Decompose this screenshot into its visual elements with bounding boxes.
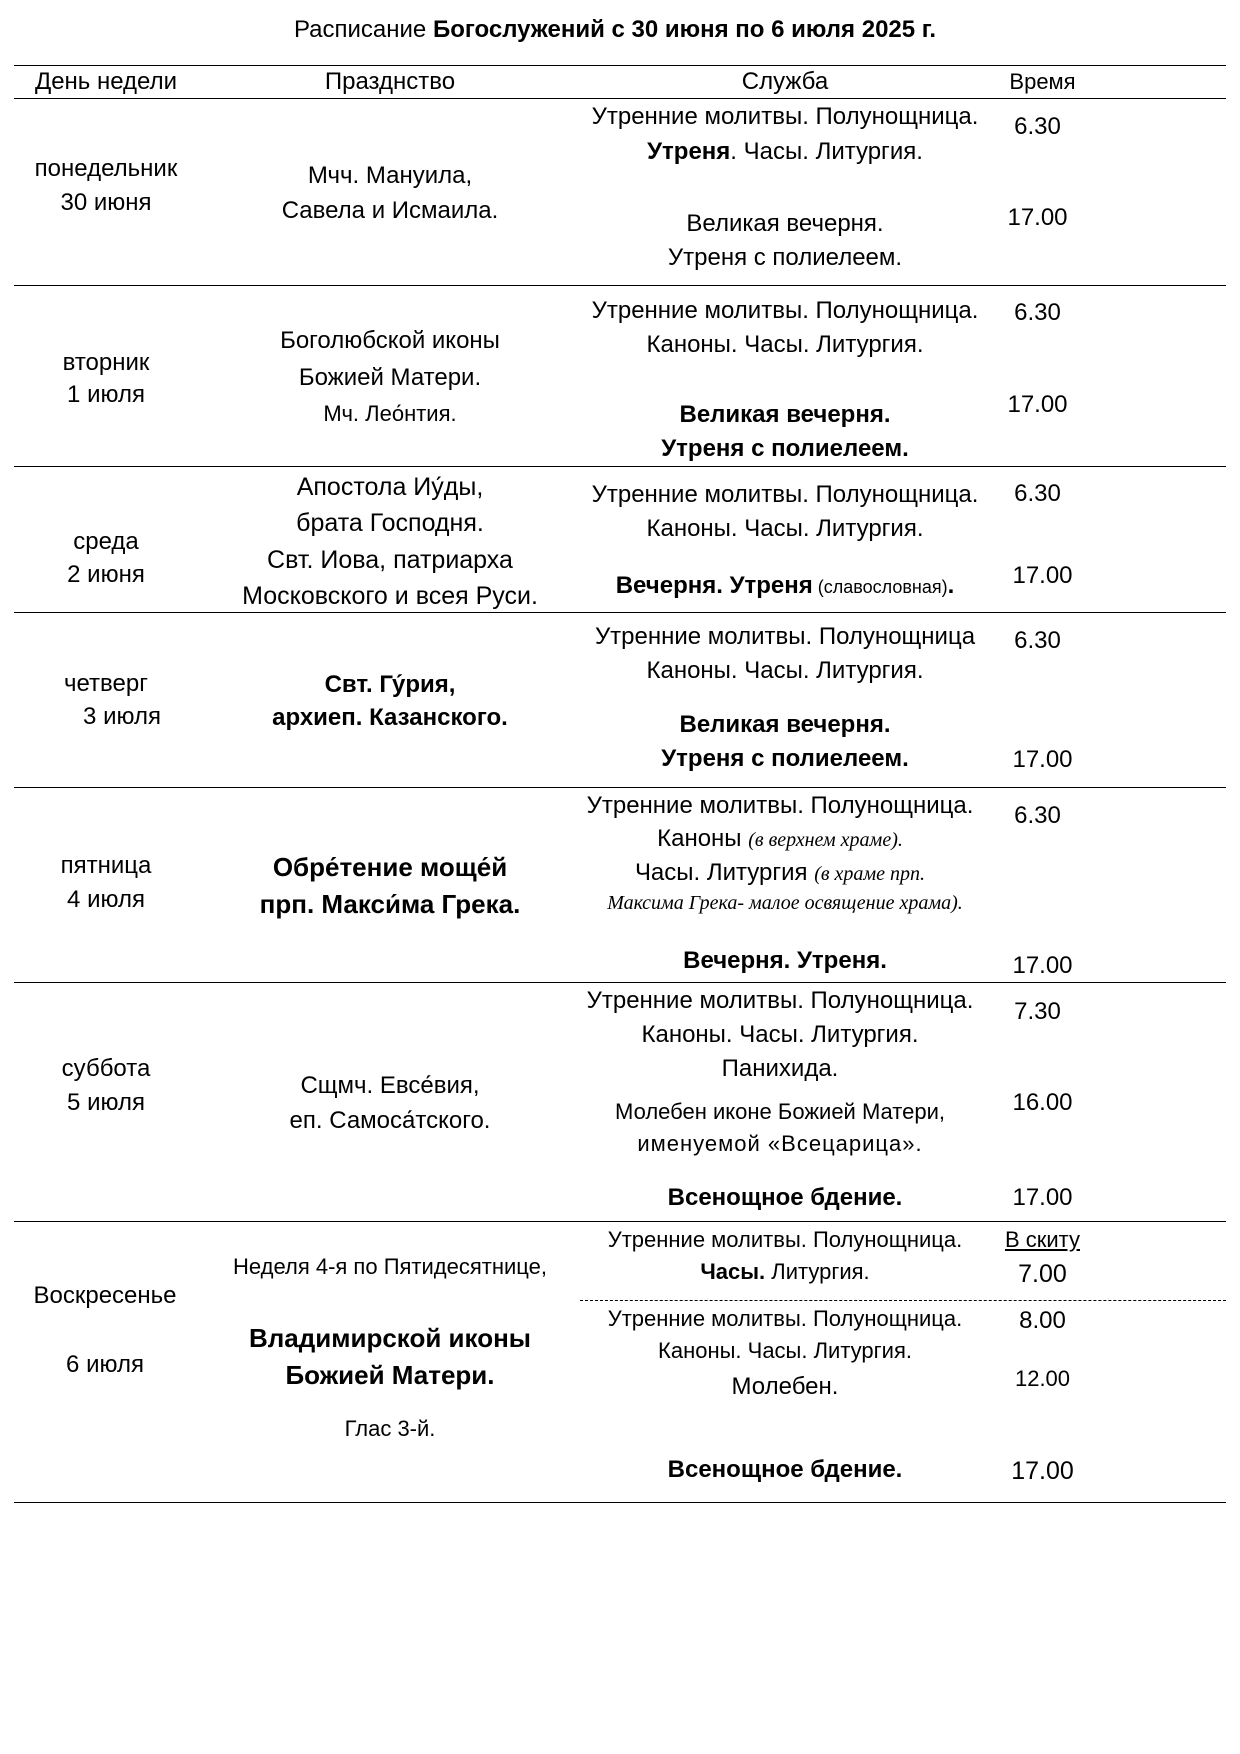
service-time: 6.30 xyxy=(1014,113,1061,140)
feast-line: еп. Самоса́тского. xyxy=(289,1107,491,1134)
service-text: . Часы. Литургия. xyxy=(730,138,923,165)
service-line: Утренние молитвы. Полунощница. xyxy=(586,987,974,1014)
day-name: суббота xyxy=(61,1055,151,1082)
service-line: Панихида. xyxy=(721,1055,839,1082)
service-time: 16.00 xyxy=(1012,1089,1073,1116)
row-divider xyxy=(14,1221,1226,1222)
service-text: Литургия. xyxy=(765,1259,870,1284)
service-line: Утренние молитвы. Полунощница. xyxy=(586,792,974,819)
feast-line: прп. Макси́ма Грека. xyxy=(259,889,521,919)
day-date: 2 июня xyxy=(67,561,145,588)
service-line: Молебен иконе Божией Матери, xyxy=(615,1099,945,1124)
service-line: именуемой «Всецарица». xyxy=(637,1131,923,1156)
day-name: среда xyxy=(73,528,139,555)
service-note: (славословная) xyxy=(812,577,948,597)
sunday-divider xyxy=(580,1300,1226,1301)
service-line: Утренние молитвы. Полунощница. xyxy=(591,481,979,508)
service-line: Утренние молитвы. Полунощница xyxy=(594,623,976,650)
day-name: понедельник xyxy=(34,155,178,182)
service-line: Великая вечерня. xyxy=(679,401,891,428)
service-line: Утренние молитвы. Полунощница. xyxy=(607,1306,963,1331)
service-time: 17.00 xyxy=(1007,204,1068,231)
service-line: Утренние молитвы. Полунощница. xyxy=(607,1227,963,1252)
skete-label: В скиту xyxy=(1004,1227,1081,1252)
service-line: Каноны. Часы. Литургия. xyxy=(646,515,924,542)
feast-line: Сщмч. Евсе́вия, xyxy=(300,1072,480,1099)
service-time: 6.30 xyxy=(1014,480,1061,507)
service-line: Каноны. Часы. Литургия. xyxy=(646,331,924,358)
service-line xyxy=(585,134,985,170)
feast-line: Мчч. Мануила, xyxy=(307,162,473,189)
service-bold: Утреня xyxy=(647,138,731,165)
service-line xyxy=(585,568,985,605)
header-service: Служба xyxy=(741,68,829,95)
page-title xyxy=(0,12,1230,48)
service-bold: Вечерня. Утреня xyxy=(615,572,813,599)
service-line: Утренние молитвы. Полунощница. xyxy=(591,297,979,324)
service-time: 17.00 xyxy=(1012,952,1073,979)
header-day: День недели xyxy=(34,68,178,95)
service-time: 6.30 xyxy=(1014,299,1061,326)
service-text: Часы. Литургия xyxy=(634,859,815,886)
day-date: 3 июля xyxy=(83,703,161,730)
service-punct: . xyxy=(947,572,955,599)
service-text: Каноны xyxy=(657,825,749,852)
day-date: 30 июня xyxy=(60,189,152,216)
day-date: 1 июля xyxy=(67,381,145,408)
service-time: 12.00 xyxy=(1014,1366,1071,1391)
service-time: 6.30 xyxy=(1014,627,1061,654)
service-time: 7.30 xyxy=(1014,998,1061,1025)
day-name: вторник xyxy=(62,349,150,376)
header-time: Время xyxy=(1009,69,1076,94)
service-line: Всенощное бдение. xyxy=(667,1456,903,1483)
service-line: Великая вечерня. xyxy=(686,210,884,237)
header-feast: Празднство xyxy=(324,68,456,95)
service-time: 6.30 xyxy=(1014,802,1061,829)
title-prefix: Расписание xyxy=(293,16,433,43)
feast-line: брата Господня. xyxy=(296,509,484,537)
service-line: Каноны. Часы. Литургия. xyxy=(641,1021,919,1048)
feast-line: Обре́тение моще́й xyxy=(272,852,508,882)
feast-line: Савела и Исмаила. xyxy=(281,197,499,224)
service-time: 17.00 xyxy=(1012,1184,1073,1211)
service-note: (в храме прп. xyxy=(814,863,926,885)
service-time: 17.00 xyxy=(1011,1457,1074,1485)
feast-line: Мч. Лео́нтия. xyxy=(323,401,457,426)
feast-line: Свт. Иова, патриарха xyxy=(267,546,513,574)
feast-line: Владимирской иконы xyxy=(248,1323,531,1353)
service-time: 17.00 xyxy=(1012,562,1073,589)
title-bold: Богослужений с 30 июня по 6 июля 2025 г. xyxy=(432,16,937,43)
service-note-line: Максима Грека- малое освящение храма). xyxy=(607,892,963,914)
table-bottom-border xyxy=(14,1502,1226,1503)
service-bold: Часы. xyxy=(700,1259,766,1284)
feast-line: Боголюбской иконы xyxy=(280,327,500,354)
day-name: Воскресенье xyxy=(33,1282,177,1309)
service-line: Утреня с полиелеем. xyxy=(661,745,909,772)
day-name: пятница xyxy=(60,852,152,879)
day-date: 5 июля xyxy=(67,1089,145,1116)
service-note: (в верхнем храме). xyxy=(748,829,903,851)
day-date: 6 июля xyxy=(66,1351,144,1378)
service-time: 17.00 xyxy=(1007,391,1068,418)
service-line: Утреня с полиелеем. xyxy=(661,435,909,462)
feast-tone: Глас 3-й. xyxy=(344,1416,436,1441)
day-name: четверг xyxy=(64,670,148,697)
service-line xyxy=(580,855,980,892)
feast-line: Московского и всея Руси. xyxy=(242,582,538,610)
service-line: Утреня с полиелеем. xyxy=(667,244,903,271)
service-line: Утренние молитвы. Полунощница. xyxy=(591,103,979,130)
feast-line: Божией Матери. xyxy=(298,364,482,391)
service-line: Вечерня. Утреня. xyxy=(683,947,887,974)
service-line xyxy=(585,1256,985,1288)
service-line: Молебен. xyxy=(731,1373,839,1400)
service-time: 7.00 xyxy=(1018,1260,1067,1288)
day-date: 4 июля xyxy=(67,886,145,913)
service-time: 17.00 xyxy=(1012,746,1073,773)
feast-line: Апостола Иу́ды, xyxy=(296,473,484,501)
feast-line: Божией Матери. xyxy=(285,1360,495,1390)
feast-week: Неделя 4-я по Пятидесятнице, xyxy=(233,1254,547,1279)
service-line: Великая вечерня. xyxy=(679,711,891,738)
feast-line: архиеп. Казанского. xyxy=(272,704,508,731)
feast-line: Свт. Гу́рия, xyxy=(324,671,456,698)
service-line: Всенощное бдение. xyxy=(667,1184,903,1211)
service-line xyxy=(580,821,980,858)
service-line: Каноны. Часы. Литургия. xyxy=(658,1338,912,1363)
service-line: Каноны. Часы. Литургия. xyxy=(646,657,924,684)
row-divider xyxy=(14,612,1226,613)
service-time: 8.00 xyxy=(1019,1307,1066,1334)
row-divider xyxy=(14,285,1226,286)
